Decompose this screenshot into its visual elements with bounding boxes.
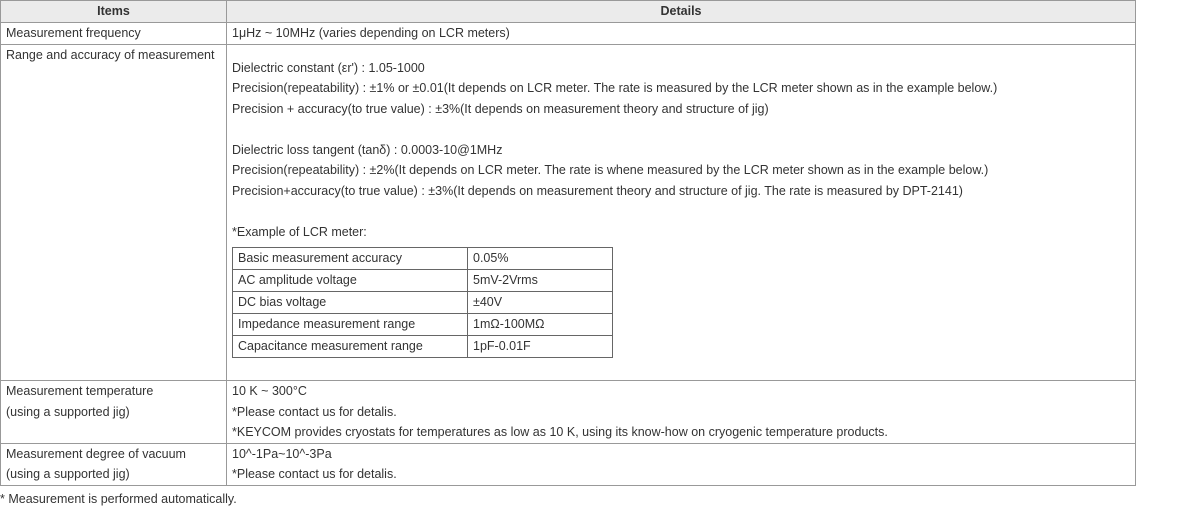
lcr-row	[233, 292, 613, 314]
temperature-range: 10 K ~ 300°C	[232, 384, 307, 398]
example-title: *Example of LCR meter:	[232, 224, 367, 239]
dielectric-constant-accuracy: Precision + accuracy(to true value) : ±3%(It depends on measurement theory and structure of jig)	[232, 101, 769, 116]
header-items: Items	[1, 1, 227, 23]
lcr-key: Impedance measurement range	[233, 314, 468, 336]
table-row	[1, 381, 1136, 444]
loss-tangent-accuracy: Precision+accuracy(to true value) : ±3%(It depends on measurement theory and structure of jig. The rate is measured by DPT-2141)	[232, 183, 963, 198]
table-row	[1, 443, 1136, 485]
lcr-example-table	[232, 247, 613, 358]
range-details	[227, 44, 1136, 381]
vacuum-label-line2: (using a supported jig)	[6, 467, 130, 481]
lcr-value: 1mΩ-100MΩ	[468, 314, 613, 336]
loss-tangent-precision: Precision(repeatability) : ±2%(It depends on LCR meter. The rate is whene measured by the LCR meter shown as in the example below.)	[232, 163, 989, 177]
vacuum-contact-note: *Please contact us for detalis.	[232, 467, 397, 481]
lcr-key: Capacitance measurement range	[233, 336, 468, 358]
lcr-value: 0.05%	[468, 248, 613, 270]
vacuum-label-line1: Measurement degree of vacuum	[6, 446, 186, 461]
temperature-details	[227, 381, 1136, 444]
footnote: * Measurement is performed automatically.	[0, 492, 237, 506]
range-label: Range and accuracy of measurement	[1, 44, 227, 381]
dielectric-constant-precision: Precision(repeatability) : ±1% or ±0.01(It depends on LCR meter. The rate is measured by the LCR meter shown as in the example below.)	[232, 81, 998, 95]
temperature-cryostat-note: *KEYCOM provides cryostats for temperatures as low as 10 K, using its know-how on cryogenic temperature products.	[232, 425, 888, 439]
header-row	[1, 1, 1136, 23]
lcr-key: Basic measurement accuracy	[233, 248, 468, 270]
dielectric-constant: Dielectric constant (εr') : 1.05-1000	[232, 60, 425, 75]
temperature-label-line1: Measurement temperature	[6, 384, 154, 398]
lcr-row	[233, 270, 613, 292]
lcr-row	[233, 336, 613, 358]
vacuum-range: 10^-1Pa~10^-3Pa	[232, 446, 332, 461]
temperature-label-line2: (using a supported jig)	[6, 404, 130, 419]
loss-tangent: Dielectric loss tangent (tanδ) : 0.0003-10@1MHz	[232, 142, 503, 157]
vacuum-details	[227, 443, 1136, 485]
temperature-label	[1, 381, 227, 444]
lcr-value: 5mV-2Vrms	[468, 270, 613, 292]
lcr-value: 1pF-0.01F	[468, 336, 613, 358]
lcr-value: ±40V	[468, 292, 613, 314]
lcr-row	[233, 248, 613, 270]
table-row	[1, 23, 1136, 45]
vacuum-label	[1, 443, 227, 485]
table-row	[1, 44, 1136, 381]
lcr-row	[233, 314, 613, 336]
lcr-key: AC amplitude voltage	[233, 270, 468, 292]
temperature-contact-note: *Please contact us for detalis.	[232, 404, 397, 419]
frequency-label: Measurement frequency	[1, 23, 227, 45]
frequency-value: 1μHz ~ 10MHz (varies depending on LCR meters)	[227, 23, 1136, 45]
lcr-key: DC bias voltage	[233, 292, 468, 314]
header-details: Details	[227, 1, 1136, 23]
